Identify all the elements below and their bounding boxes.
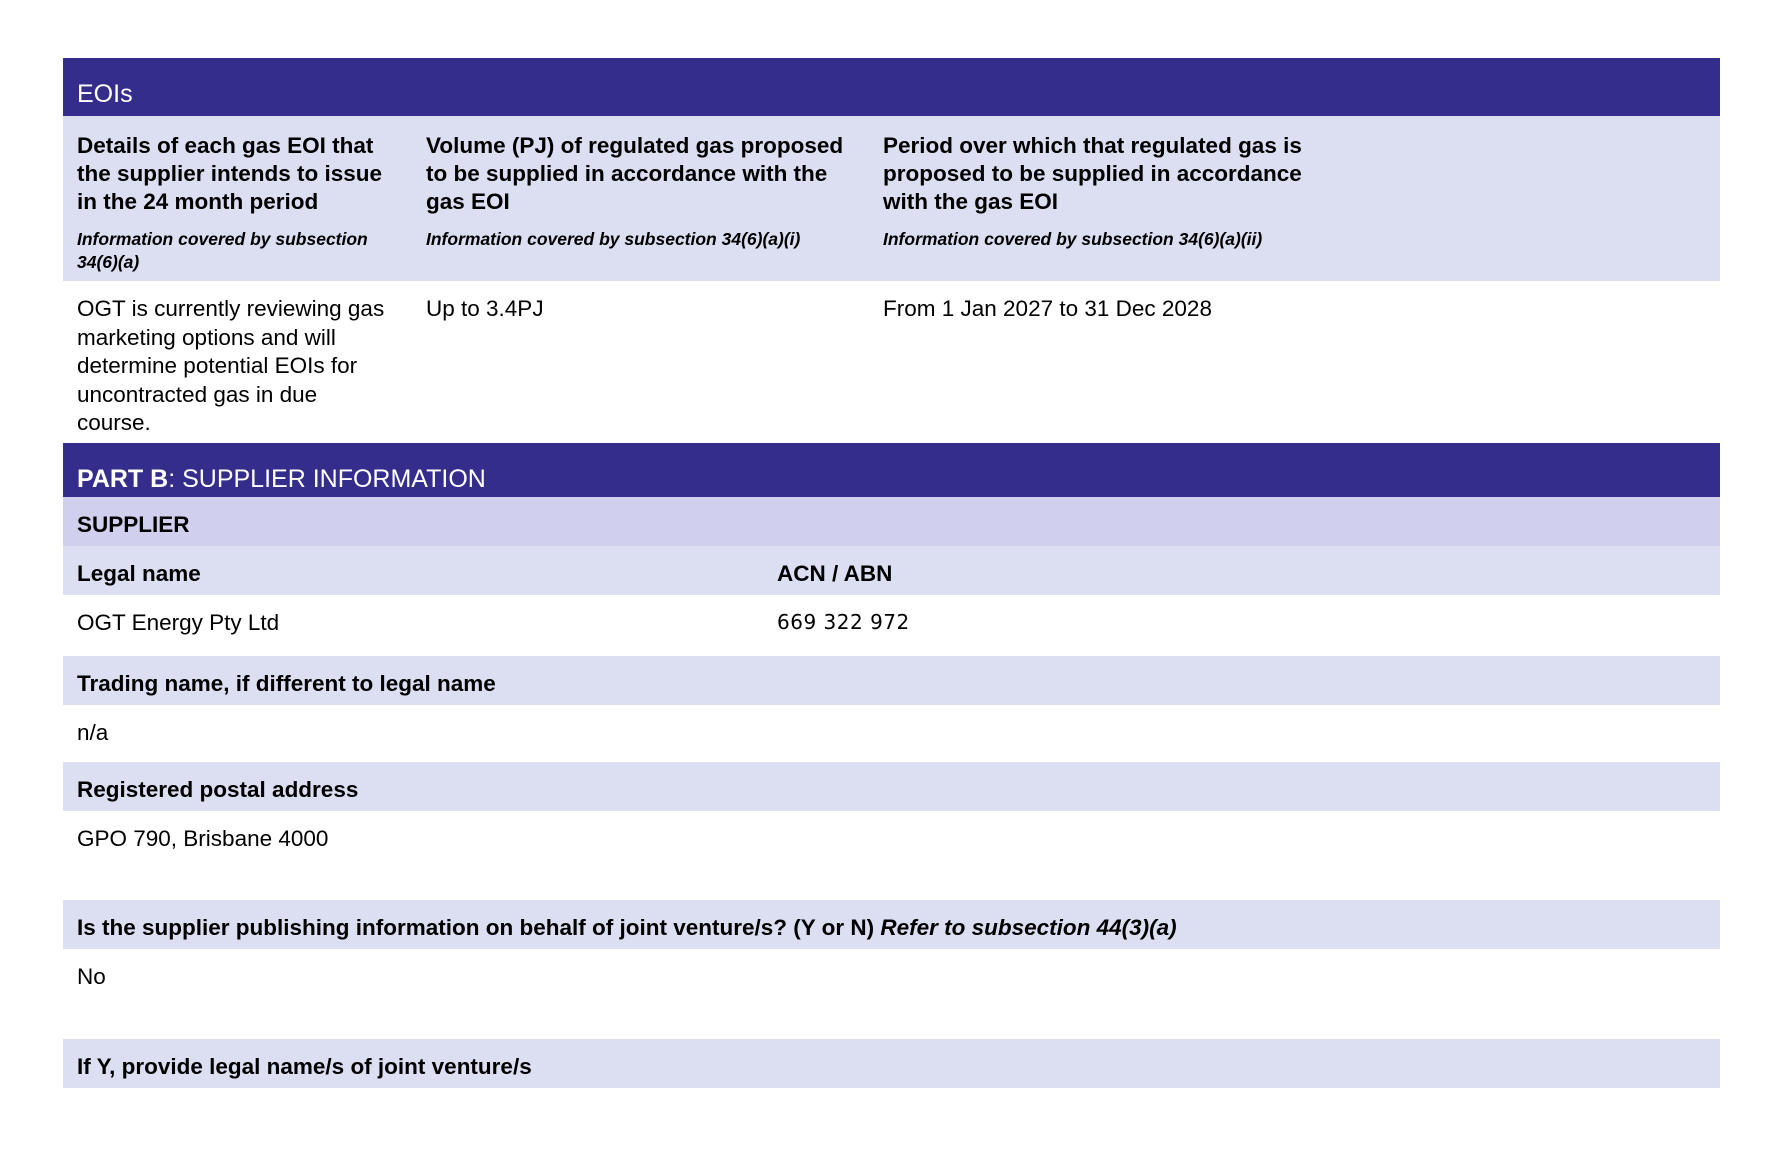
eoi-col-details-header — [77, 132, 407, 274]
document-page — [63, 58, 1720, 1088]
legal-name-label: Legal name — [77, 561, 201, 586]
trading-name-label: Trading name, if different to legal name — [77, 671, 496, 696]
part-b-banner — [63, 443, 1720, 497]
joint-venture-answer-row — [63, 949, 1720, 1039]
eoi-period-value: From 1 Jan 2027 to 31 Dec 2028 — [883, 296, 1212, 321]
legal-name-label-row — [63, 546, 1720, 595]
joint-venture-names-label-row — [63, 1039, 1720, 1088]
trading-name-value-row — [63, 705, 1720, 762]
eoi-volume-note: Information covered by subsection 34(6)(a)(i) — [426, 229, 801, 249]
acn-abn-label: ACN / ABN — [777, 561, 893, 586]
eois-banner — [63, 58, 1720, 116]
eoi-volume-value: Up to 3.4PJ — [426, 296, 544, 321]
eoi-col-period-header — [883, 132, 1313, 251]
part-b-label: PART B — [77, 465, 169, 493]
trading-name-label-row — [63, 656, 1720, 705]
trading-name-value: n/a — [77, 720, 109, 745]
part-b-title: : SUPPLIER INFORMATION — [168, 465, 486, 493]
acn-abn-value: 669 322 972 — [777, 610, 910, 634]
supplier-section-heading — [63, 497, 1720, 546]
joint-venture-reference: Refer to subsection 44(3)(a) — [880, 915, 1177, 940]
legal-name-value-row — [63, 595, 1720, 656]
legal-name-value: OGT Energy Pty Ltd — [77, 610, 280, 635]
joint-venture-names-label: If Y, provide legal name/s of joint venture/s — [77, 1054, 532, 1079]
joint-venture-question: Is the supplier publishing information on behalf of joint venture/s? (Y or N) — [77, 915, 881, 940]
postal-address-label-row — [63, 762, 1720, 811]
joint-venture-answer: No — [77, 964, 106, 989]
eoi-period-heading: Period over which that regulated gas is proposed to be supplied in accordance with the gas EOI — [883, 133, 1302, 214]
postal-address-label: Registered postal address — [77, 777, 359, 802]
eois-title: EOIs — [77, 80, 133, 108]
joint-venture-question-row — [63, 900, 1720, 949]
eoi-details-heading: Details of each gas EOI that the supplier intends to issue in the 24 month period — [77, 133, 383, 214]
eoi-period-note: Information covered by subsection 34(6)(a)(ii) — [883, 229, 1263, 249]
supplier-heading-text: SUPPLIER — [77, 512, 190, 537]
eois-header-row — [63, 116, 1720, 281]
eoi-col-volume-header — [426, 132, 856, 251]
eoi-details-value: OGT is currently reviewing gas marketing options and will determine potential EOIs for uncontracted gas in due course. — [77, 296, 385, 435]
eoi-volume-heading: Volume (PJ) of regulated gas proposed to be supplied in accordance with the gas EOI — [426, 133, 844, 214]
postal-address-value-row — [63, 811, 1720, 900]
eois-data-row — [63, 281, 1720, 443]
eoi-details-note: Information covered by subsection 34(6)(a) — [77, 229, 368, 272]
postal-address-value: GPO 790, Brisbane 4000 — [77, 826, 329, 851]
